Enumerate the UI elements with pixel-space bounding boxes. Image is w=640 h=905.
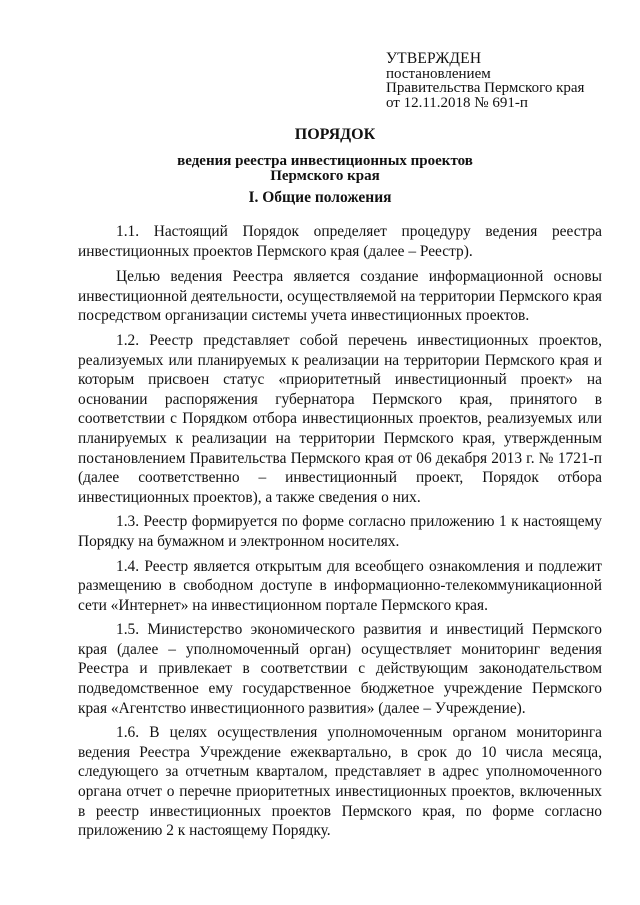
approval-line-2: Правительства Пермского края xyxy=(386,80,585,96)
approval-stamp xyxy=(386,52,626,110)
section-heading: I. Общие положения xyxy=(248,189,392,206)
document-subtitle-line-2: Пермского края xyxy=(270,168,380,184)
approval-status: УТВЕРЖДЕН xyxy=(386,50,482,67)
paragraph-1-2: 1.2. Реестр представляет собой перечень инвестиционных проектов, реализуемых или планируемых к реализации на территории Пермского края и которым присвоен статус «приоритетный инвестиционный проект» на основании распоряжения губернатора Пермского края, принятого в соответствии с Порядком отбора инвестиционных проектов, реализуемых или планируемых к реализации на территории Пермского края, утвержденным постановлением Правительства Пермского края от 06 декабря 2013 г. № 1721-п (далее соответственно – инвестиционный проект, Порядок отбора инвестиционных проектов), а также сведения о них. xyxy=(78,331,602,506)
paragraph-1-4: 1.4. Реестр является открытым для всеобщего ознакомления и подлежит размещению в свободном доступе в информационно-телекоммуникационной сети «Интернет» на инвестиционном портале Пермского края. xyxy=(78,557,602,614)
document-body xyxy=(78,222,602,846)
paragraph-1-1: 1.1. Настоящий Порядок определяет процедуру ведения реестра инвестиционных проектов Пермского края (далее – Реестр). xyxy=(78,223,602,260)
approval-line-1: постановлением xyxy=(386,65,491,82)
paragraph-purpose: Целью ведения Реестра является создание информационной основы инвестиционной деятельности, осуществляемой на территории Пермского края посредством организации системы учета инвестиционных проектов. xyxy=(78,268,602,325)
approval-line-3: от 12.11.2018 № 691-п xyxy=(386,94,528,111)
paragraph-1-3: 1.3. Реестр формируется по форме согласно приложению 1 к настоящему Порядку на бумажном и электронном носителях. xyxy=(78,513,602,550)
title-block xyxy=(0,126,640,184)
paragraph-1-6: 1.6. В целях осуществления уполномоченным органом мониторинга ведения Реестра Учреждение ежеквартально, в срок до 10 числа месяца, следующего за отчетным кварталом, представляет в адрес уполномоченного органа отчет о перечне приоритетных инвестиционных проектов, включенных в реестр инвестиционных проектов Пермского края, по форме согласно приложению 2 к настоящему Порядку. xyxy=(78,724,602,840)
document-title: ПОРЯДОК xyxy=(294,126,376,143)
document-subtitle-line-1: ведения реестра инвестиционных проектов xyxy=(177,153,473,169)
paragraph-1-5: 1.5. Министерство экономического развития и инвестиций Пермского края (далее – уполномоченный орган) осуществляет мониторинг ведения Реестра и привлекает в соответствии с действующим законодательством подведомственное ему государственное бюджетное учреждение Пермского края «Агентство инвестиционного развития» (далее – Учреждение). xyxy=(78,621,602,717)
